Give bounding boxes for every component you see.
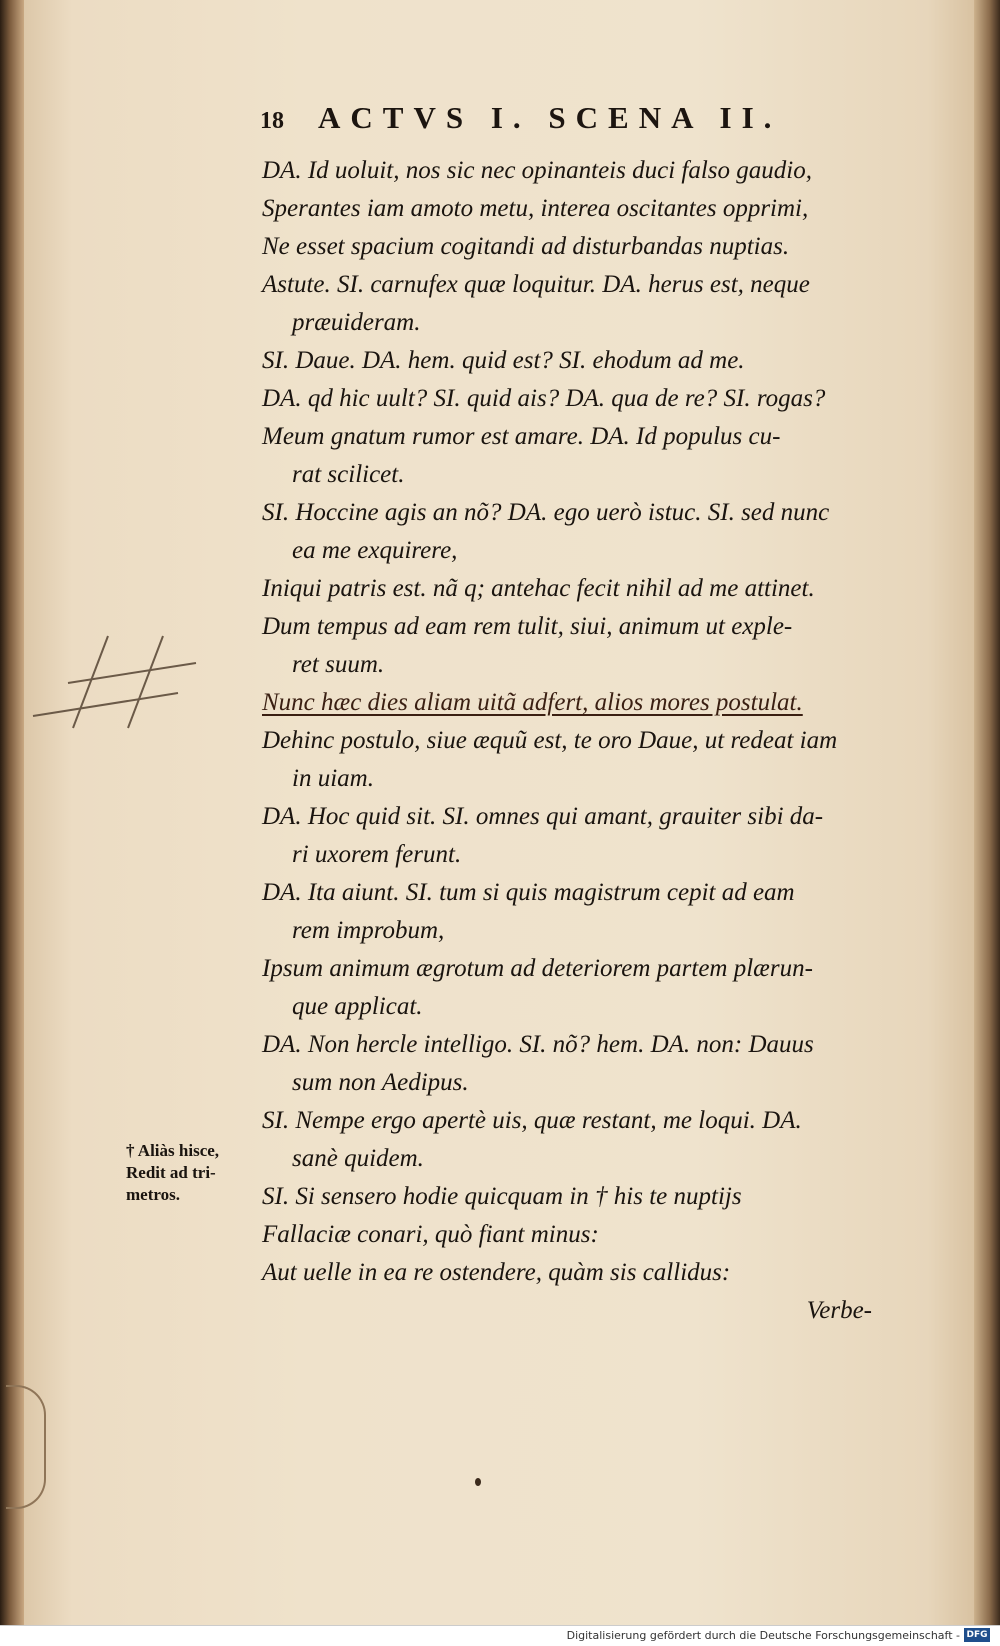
text-line: SI. Daue. DA. hem. quid est? SI. ehodum ad me.	[262, 347, 745, 374]
footer-credit: Digitalisierung gefördert durch die Deutsche Forschungsgemeinschaft -	[566, 1629, 960, 1642]
text-line: ret suum.	[292, 651, 385, 678]
text-line: DA. qd hic uult? SI. quid ais? DA. qua de re? SI. rogas?	[262, 385, 826, 412]
text-line: Astute. SI. carnufex quæ loquitur. DA. herus est, neque	[262, 271, 810, 298]
text-line: DA. Non hercle intelligo. SI. nõ? hem. DA. non: Dauus	[262, 1031, 814, 1058]
catchword: Verbe-	[806, 1297, 872, 1324]
text-line: SI. Si sensero hodie quicquam in † his te nuptijs	[262, 1183, 742, 1210]
text-line: sanè quidem.	[292, 1145, 424, 1172]
running-header	[260, 100, 840, 144]
text-line: ri uxorem ferunt.	[292, 841, 462, 868]
text-line: Iniqui patris est. nã q; antehac fecit nihil ad me attinet.	[262, 575, 815, 602]
text-line: Ipsum animum ægrotum ad deteriorem partem plærun-	[262, 955, 813, 982]
dfg-logo: DFG	[964, 1628, 990, 1642]
text-line: Dum tempus ad eam rem tulit, siui, animum ut exple-	[262, 613, 793, 640]
text-line: SI. Hoccine agis an nõ? DA. ego uerò istuc. SI. sed nunc	[262, 499, 830, 526]
text-line: Fallaciæ conari, quò fiant minus:	[262, 1221, 599, 1248]
text-line: Sperantes iam amoto metu, interea oscitantes opprimi,	[262, 195, 809, 222]
text-line: SI. Nempe ergo apertè uis, quæ restant, me loqui. DA.	[262, 1107, 802, 1134]
underlined-text-line: Nunc hæc dies aliam uitã adfert, alios mores postulat.	[262, 689, 803, 716]
text-line: Ne esset spacium cogitandi ad disturbandas nuptias.	[262, 233, 790, 260]
text-line: DA. Ita aiunt. SI. tum si quis magistrum cepit ad eam	[262, 879, 795, 906]
marginal-note-line: Redit ad tri-	[126, 1163, 216, 1182]
marginal-note	[126, 1140, 256, 1206]
main-text-block	[262, 152, 872, 1330]
text-line: ea me exquirere,	[292, 537, 458, 564]
text-line: in uiam.	[292, 765, 374, 792]
text-line: Dehinc postulo, siue æquũ est, te oro Daue, ut redeat iam	[262, 727, 838, 754]
page-right-edge	[974, 0, 1000, 1625]
text-line: DA. Id uoluit, nos sic nec opinanteis duci falso gaudio,	[262, 157, 812, 184]
text-line: que applicat.	[292, 993, 423, 1020]
ink-spot	[475, 1478, 481, 1486]
text-line: DA. Hoc quid sit. SI. omnes qui amant, grauiter sibi da-	[262, 803, 824, 830]
text-line: sum non Aedipus.	[292, 1069, 469, 1096]
page-number: 18	[260, 108, 284, 134]
marginal-note-line: † Aliàs hisce,	[126, 1141, 220, 1160]
page-fold-mark	[6, 1385, 46, 1509]
text-line: præuideram.	[292, 309, 421, 336]
marginal-note-line: metros.	[126, 1185, 180, 1204]
handwritten-cross-annotation	[28, 628, 208, 738]
text-line: rat scilicet.	[292, 461, 405, 488]
running-title: ACTVS I. SCENA II.	[318, 100, 782, 135]
text-line: Meum gnatum rumor est amare. DA. Id populus cu-	[262, 423, 781, 450]
text-line: rem improbum,	[292, 917, 445, 944]
text-line: Aut uelle in ea re ostendere, quàm sis callidus:	[262, 1259, 731, 1286]
page-binding-edge	[0, 0, 24, 1625]
